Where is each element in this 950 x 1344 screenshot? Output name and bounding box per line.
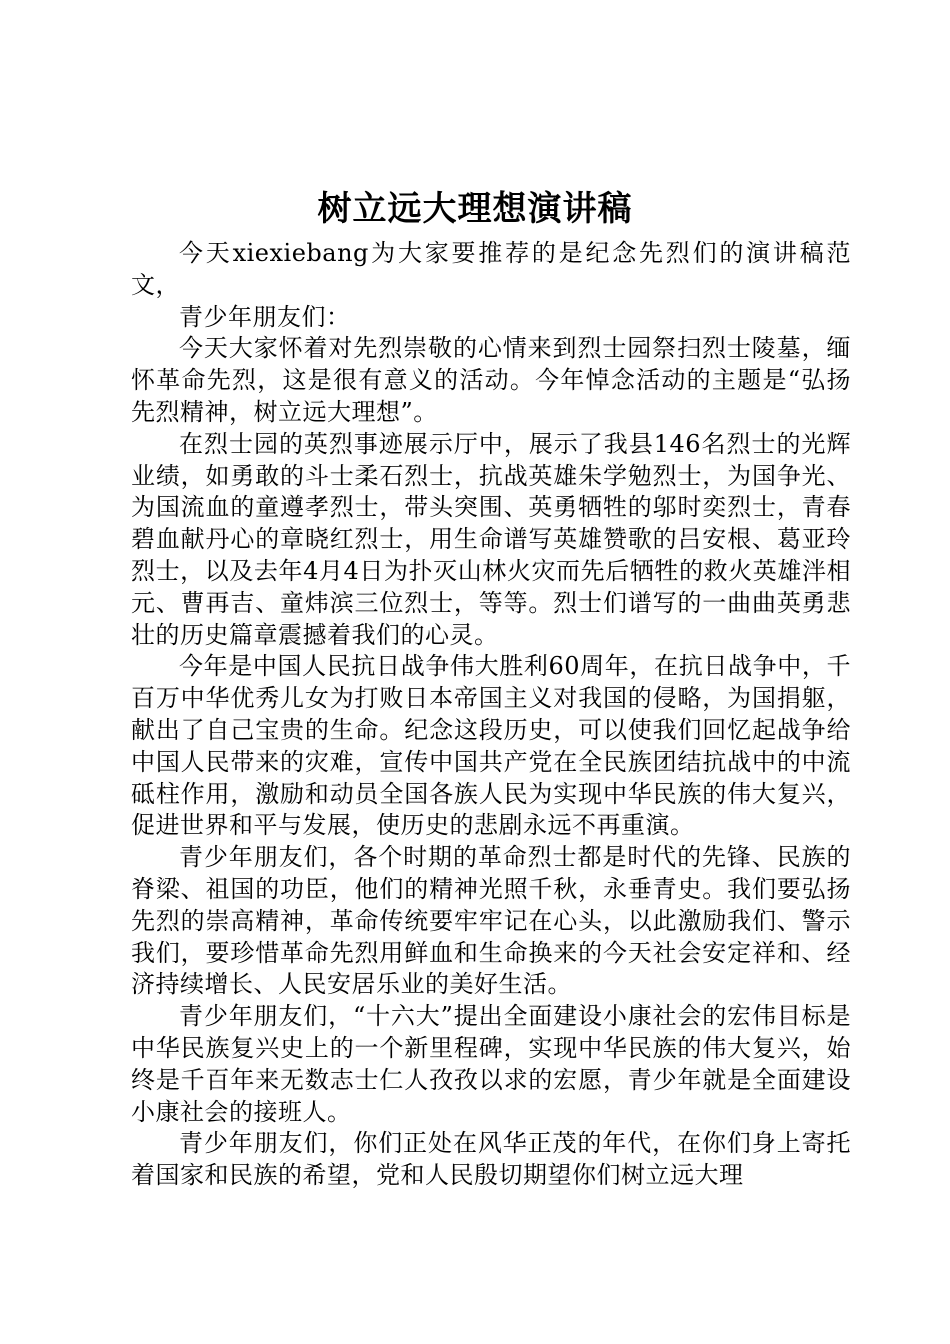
paragraph: 青少年朋友们，各个时期的革命烈士都是时代的先锋、民族的脊梁、祖国的功臣，他们的精神光照千秋，永垂青史。我们要弘扬先烈的崇高精神，革命传统要牢牢记在心头，以此激励我们、警示我们，要珍惜革命先烈用鲜血和生命换来的今天社会安定祥和、经济持续增长、人民安居乐业的美好生活。 (131, 843, 851, 999)
paragraph: 今年是中国人民抗日战争伟大胜利60周年，在抗日战争中，千百万中华优秀儿女为打败日本帝国主义对我国的侵略，为国捐躯，献出了自己宝贵的生命。纪念这段历史，可以使我们回忆起战争给中国人民带来的灾难，宣传中国共产党在全民族团结抗战中的中流砥柱作用，激励和动员全国各族人民为实现中华民族的伟大复兴，促进世界和平与发展，使历史的悲剧永远不再重演。 (131, 652, 851, 840)
document-title: 树立远大理想演讲稿 (317, 189, 633, 229)
document-body (131, 238, 851, 1192)
paragraph: 青少年朋友们： (179, 302, 351, 331)
paragraph: 青少年朋友们，你们正处在风华正茂的年代，在你们身上寄托着国家和民族的希望，党和人民殷切期望你们树立远大理 (131, 1129, 851, 1190)
paragraph: 今天大家怀着对先烈崇敬的心情来到烈士园祭扫烈士陵墓，缅怀革命先烈，这是很有意义的活动。今年悼念活动的主题是“弘扬先烈精神，树立远大理想”。 (131, 334, 851, 426)
paragraph: 在烈士园的英烈事迹展示厅中，展示了我县146名烈士的光辉业绩，如勇敢的斗士柔石烈士，抗战英雄朱学勉烈士，为国争光、为国流血的童遵孝烈士，带头突围、英勇牺牲的邬时奕烈士，青春碧血献丹心的章晓红烈士，用生命谱写英雄赞歌的吕安根、葛亚玲烈士，以及去年4月4日为扑灭山林火灾而先后牺牲的救火英雄泮相元、曹再吉、童炜滨三位烈士，等等。烈士们谱写的一曲曲英勇悲壮的历史篇章震撼着我们的心灵。 (131, 429, 851, 649)
paragraph: 青少年朋友们，“十六大”提出全面建设小康社会的宏伟目标是中华民族复兴史上的一个新里程碑，实现中华民族的伟大复兴，始终是千百年来无数志士仁人孜孜以求的宏愿，青少年就是全面建设小康社会的接班人。 (131, 1002, 851, 1126)
paragraph: 今天xiexiebang为大家要推荐的是纪念先烈们的演讲稿范文， (131, 239, 851, 299)
